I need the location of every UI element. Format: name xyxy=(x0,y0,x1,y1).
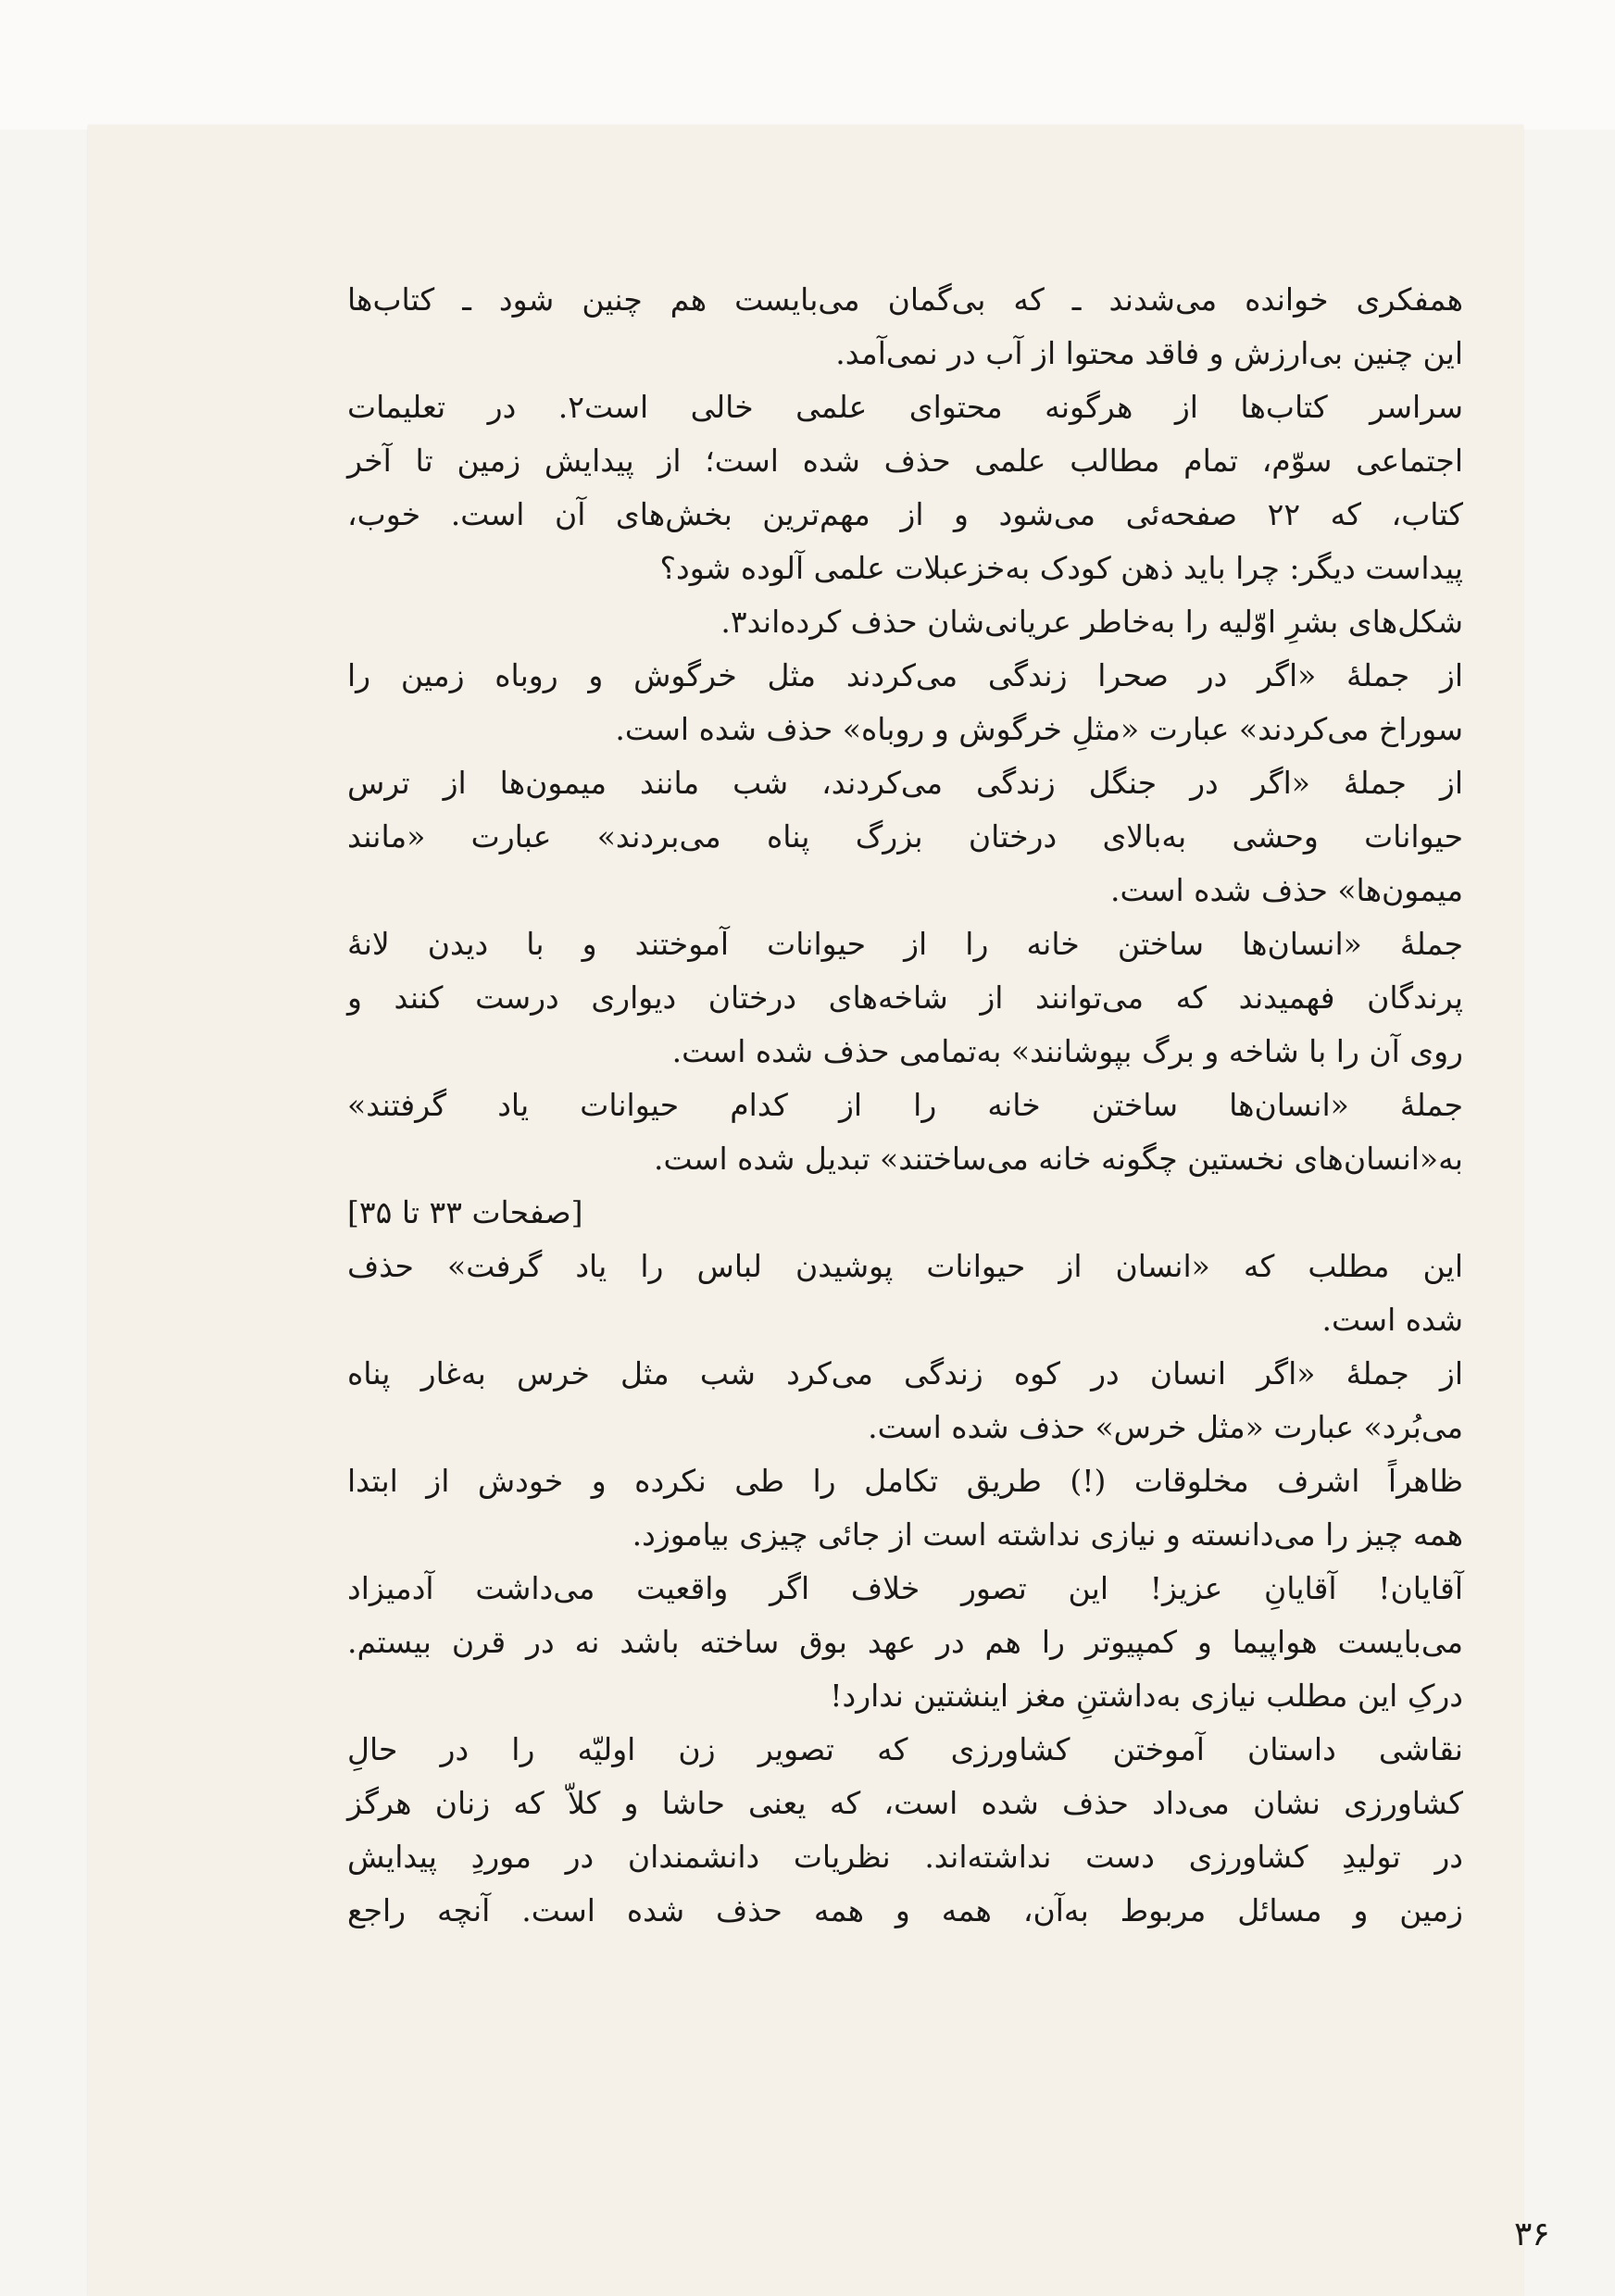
text-line: در تولیدِ کشاورزی دست نداشته‌اند. نظریات دانشمندان در موردِ پیدایش xyxy=(347,1839,1463,1875)
text-line: از جملهٔ «اگر در جنگل زندگی می‌کردند، شب مانند میمون‌ها از ترس xyxy=(347,765,1463,801)
text-line: حیوانات وحشی به‌بالای درختان بزرگ پناه می‌بردند» عبارت «مانند xyxy=(347,818,1463,855)
text-line: این چنین بی‌ارزش و فاقد محتوا از آب در نمی‌آمد. xyxy=(835,335,1463,371)
page-reference: [صفحات ۳۳ تا ۳۵] xyxy=(347,1194,583,1230)
text-line: می‌بُرد» عبارت «مثل خرس» حذف شده است. xyxy=(868,1409,1463,1445)
text-line: می‌بایست هواپیما و کمپیوتر را هم در عهد بوق ساخته باشد نه در قرن بیستم. xyxy=(347,1624,1463,1660)
text-line: سوراخ می‌کردند» عبارت «مثلِ خرگوش و روباه» حذف شده است. xyxy=(615,711,1463,747)
text-line: آقایان! آقایانِ عزیز! این تصور خلاف اگر واقعیت می‌داشت آدمیزاد xyxy=(347,1570,1463,1606)
text-line: پرندگان فهمیدند که می‌توانند از شاخه‌های درختان دیواری درست کنند و xyxy=(347,980,1463,1016)
text-line: میمون‌ها» حذف شده است. xyxy=(1109,872,1463,908)
text-line: درکِ این مطلب نیازی به‌داشتنِ مغز اینشتین ندارد! xyxy=(830,1678,1463,1714)
page-body-text xyxy=(347,273,1463,1938)
text-line: به«انسان‌های نخستین چگونه خانه می‌ساختند» تبدیل شده است. xyxy=(653,1141,1463,1177)
page-number: ۳۶ xyxy=(1514,2215,1550,2253)
scanner-background xyxy=(0,0,1615,130)
text-line: پیداست دیگر: چرا باید ذهن کودک به‌خزعبلات علمی آلوده شود؟ xyxy=(659,550,1463,586)
text-line: کتاب، که ۲۲ صفحه‌ئی می‌شود و از مهم‌ترین بخش‌های آن است. خوب، xyxy=(347,496,1463,532)
text-line: از جملهٔ «اگر در صحرا زندگی می‌کردند مثل خرگوش و روباه زمین را xyxy=(347,657,1463,693)
text-line: نقاشی داستان آموختن کشاورزی که تصویر زن اولیّه را در حالِ xyxy=(347,1731,1463,1767)
book-page xyxy=(88,125,1550,2296)
text-line: همه چیز را می‌دانسته و نیازی نداشته است از جائی چیزی بیاموزد. xyxy=(632,1516,1463,1553)
text-line: روی آن را با شاخه و برگ بپوشانند» به‌تمامی حذف شده است. xyxy=(671,1033,1463,1069)
text-line: ظاهراً اشرف مخلوقات (!) طریق تکامل را طی نکرده و خودش از ابتدا xyxy=(347,1463,1463,1499)
text-line: شکل‌های بشرِ اوّلیه را به‌خاطر عریانی‌شان حذف کرده‌اند۳. xyxy=(720,604,1463,640)
text-line: کشاورزی نشان می‌داد حذف شده است، که یعنی حاشا و کلاّ که زنان هرگز xyxy=(347,1785,1463,1821)
text-line: جملهٔ «انسان‌ها ساختن خانه را از کدام حیوانات یاد گرفتند» xyxy=(347,1087,1463,1123)
text-line: اجتماعی سوّم، تمام مطالب علمی حذف شده است؛ از پیدایش زمین تا آخر xyxy=(347,443,1463,479)
text-line: شده است. xyxy=(1321,1302,1463,1338)
text-line: از جملهٔ «اگر انسان در کوه زندگی می‌کرد شب مثل خرس به‌غار پناه xyxy=(347,1355,1463,1391)
text-line: جملهٔ «انسان‌ها ساختن خانه را از حیوانات آموختند و با دیدن لانهٔ xyxy=(347,926,1463,962)
text-line: سراسر کتاب‌ها از هرگونه محتوای علمی خالی است۲. در تعلیمات xyxy=(347,389,1464,425)
text-line: زمین و مسائل مربوط به‌آن، همه و همه حذف شده است. آنچه راجع xyxy=(347,1892,1463,1928)
text-line: همفکری خوانده می‌شدند ـ که بی‌گمان می‌بایست هم چنین شود ـ کتاب‌ها xyxy=(347,281,1463,318)
text-line: این مطلب که «انسان از حیوانات پوشیدن لباس را یاد گرفت» حذف xyxy=(347,1248,1463,1284)
